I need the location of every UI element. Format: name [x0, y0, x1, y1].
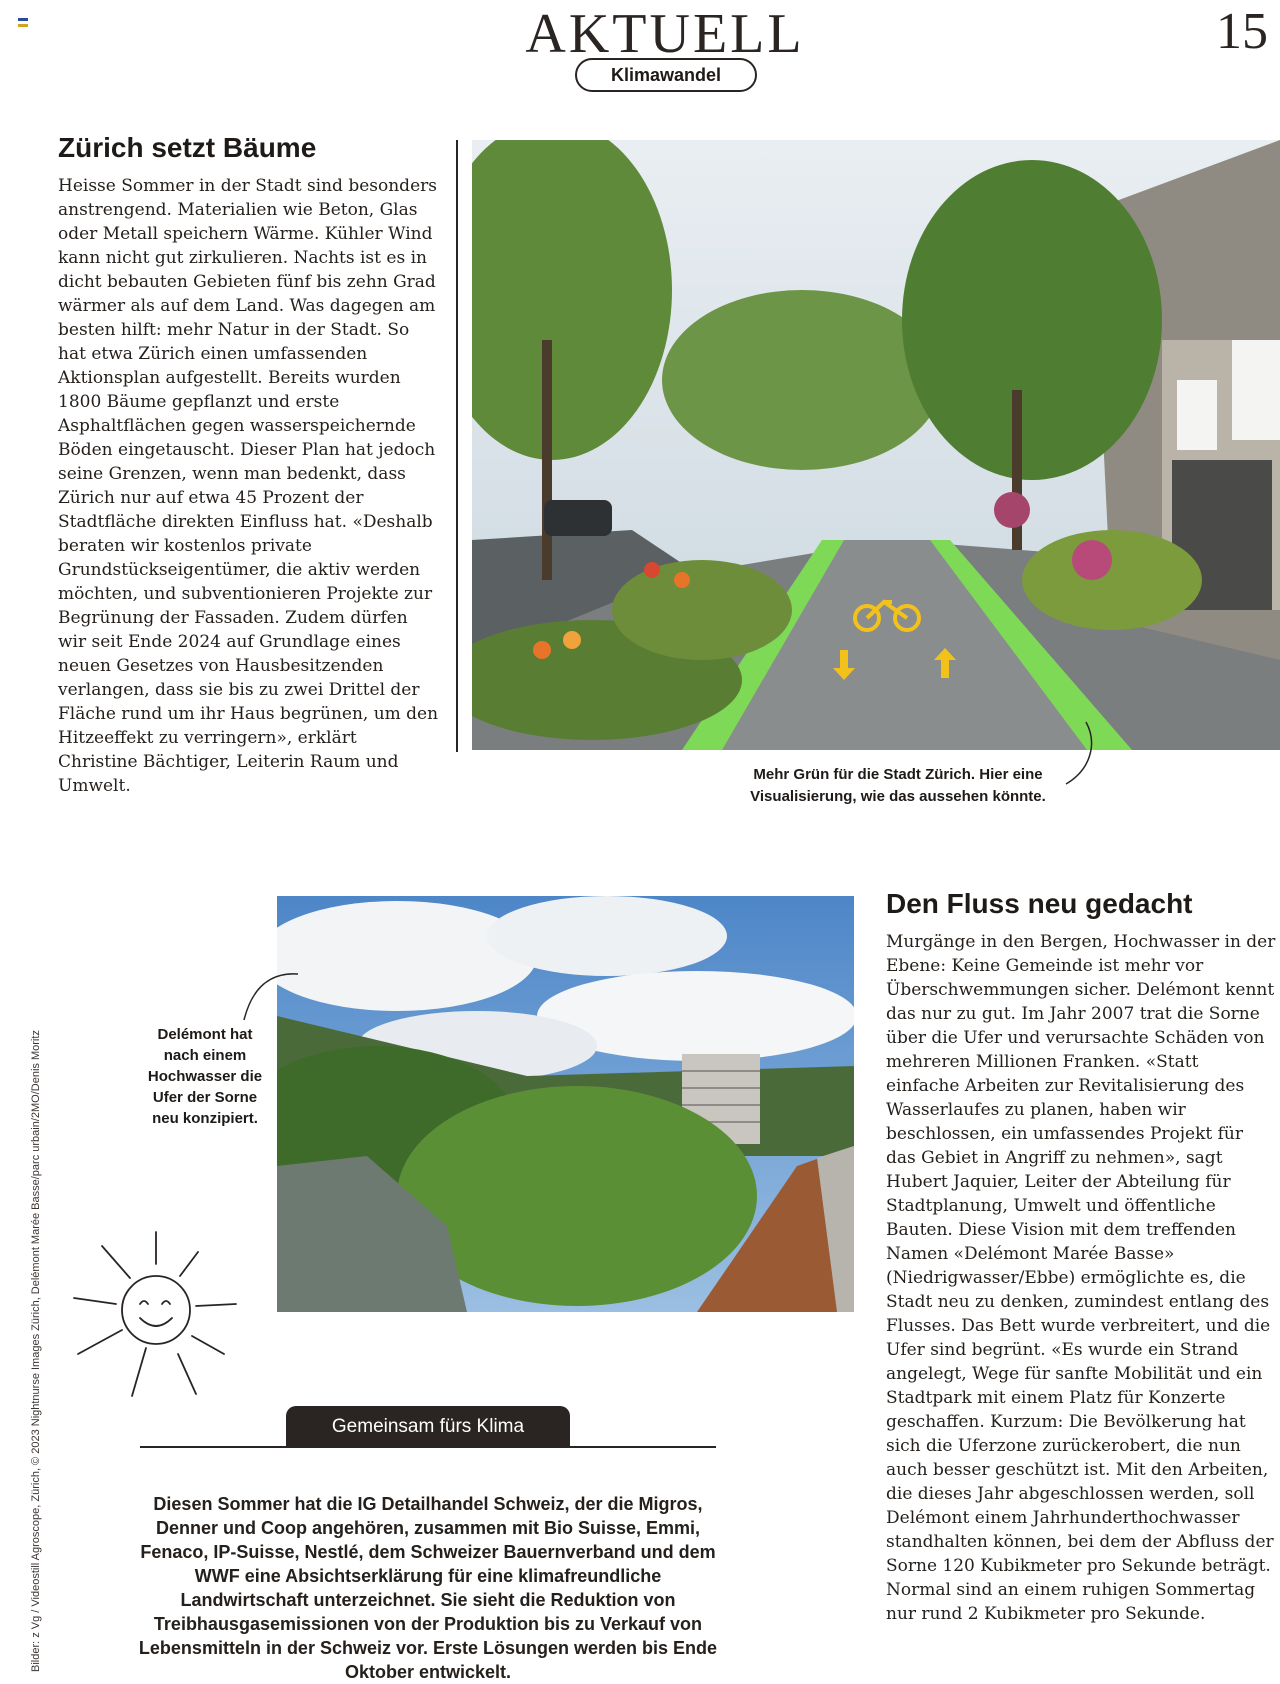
photo-credits: Bilder: z Vg / Videostill Agroscope, Zürich, © 2023 Nightnurse Images Zürich, Delémont Marée Basse/parc urbain/2MO/Denis Moritz	[30, 1030, 42, 1672]
info-box-body: Diesen Sommer hat die IG Detailhandel Schweiz, der die Migros, Denner und Coop angehören, zusammen mit Bio Suisse, Emmi, Fenaco, IP-Suisse, Nestlé, dem Schweizer Bauernverband und dem WWF eine Absichtserklärung für eine klimafreundliche Landwirtschaft unterzeichnet. Sie sieht die Reduktion von Treibhausgasemissionen von der Produktion bis zu Verkauf von Lebensmitteln in der Schweiz vor. Erste Lösungen werden bis Ende Oktober entwickelt.	[138, 1494, 718, 1682]
sun-doodle-icon	[68, 1224, 248, 1404]
zurich-article-headline: Zürich setzt Bäume	[58, 132, 317, 163]
zurich-article-body: Heisse Sommer in der Stadt sind besonders anstrengend. Materialien wie Beton, Glas oder Metall speichern Wärme. Kühler Wind kann nicht gut zirkulieren. Nachts ist es in dicht bebauten Gebieten fünf bis zehn Grad wärmer als auf dem Land. Was dagegen am besten hilft: mehr Natur in der Stadt. So hat etwa Zürich einen umfassenden Aktionsplan aufgestellt. Bereits wurden 1800 Bäume gepflanzt und erste Asphaltflächen gegen wasserspeichernde Böden eingetauscht. Dieser Plan hat jedoch seine Grenzen, wenn man bedenkt, dass Zürich nur auf etwa 45 Prozent der Stadtfläche direkten Einfluss hat. «Deshalb beraten wir kostenlos private Grundstückseigentümer, die aktiv werden möchten, und subventionieren Projekte zur Begrünung der Fassaden. Zudem dürfen wir seit Ende 2024 auf Grundlage eines neuen Gesetzes von Hausbesitzenden verlangen, dass sie bis zu zwei Drittel der Fläche rund um ihr Haus begrünen, um den Hitzeeffekt zu verringern», erklärt Christine Bächtiger, Leiterin Raum und Umwelt.	[58, 176, 439, 796]
delemont-article-body: Murgänge in den Bergen, Hochwasser in der Ebene: Keine Gemeinde ist mehr vor Überschwemmungen sicher. Delémont kennt das nur zu gut. Im Jahr 2007 trat die Sorne über die Ufer und verursachte Schäden von mehreren Millionen Franken. «Statt einfache Arbeiten zur Revitalisierung des Wasserlaufes zu planen, haben wir beschlossen, ein umfassendes Projekt für das Gebiet in Angriff zu nehmen», sagt Hubert Jaquier, Leiter der Abteilung für Stadtplanung, Umwelt und öffentliche Bauten. Diese Vision mit dem treffenden Namen «Delémont Marée Basse» (Niedrigwasser/Ebbe) ermöglichte es, die Stadt neu zu denken, zumindest entlang des Flusses. Das Bett wurde verbreitert, und die Ufer sind begrünt. «Es wurde ein Strand angelegt, Wege für sanfte Mobilität und ein Stadtpark mit einem Platz für Konzerte geschaffen. Kurzum: Die Bevölkerung hat sich die Uferzone zurückerobert, die nun auch besser geschützt ist. Mit den Arbeiten, die dieses Jahr abgeschlossen werden, soll Delémont einem Jahrhunderthochwasser standhalten können, bei dem der Abfluss der Sorne 120 Kubikmeter pro Sekunde beträgt. Normal sind an einem ruhigen Sommertag nur rund 2 Kubikmeter pro Sekunde.	[886, 932, 1276, 1624]
column-divider	[456, 140, 458, 752]
info-box-divider	[140, 1446, 716, 1448]
topic-badge: Klimawandel	[575, 58, 757, 92]
delemont-image-caption: Delémont hat nach einem Hochwasser die Ufer der Sorne neu konzipiert.	[147, 1026, 263, 1127]
info-box-label: Gemeinsam fürs Klima	[286, 1406, 570, 1448]
page-number: 15	[1216, 3, 1268, 60]
caption-pointer-icon	[230, 964, 300, 1024]
caption-pointer-icon	[1064, 720, 1104, 790]
section-title: AKTUELL	[525, 3, 805, 65]
zurich-image-caption: Mehr Grün für die Stadt Zürich. Hier eine Visualisierung, wie das aussehen könnte.	[750, 766, 1046, 805]
delemont-article-headline: Den Fluss neu gedacht	[886, 888, 1193, 919]
delemont-river-image	[277, 896, 854, 1312]
zurich-street-visualization-image	[472, 140, 1280, 750]
